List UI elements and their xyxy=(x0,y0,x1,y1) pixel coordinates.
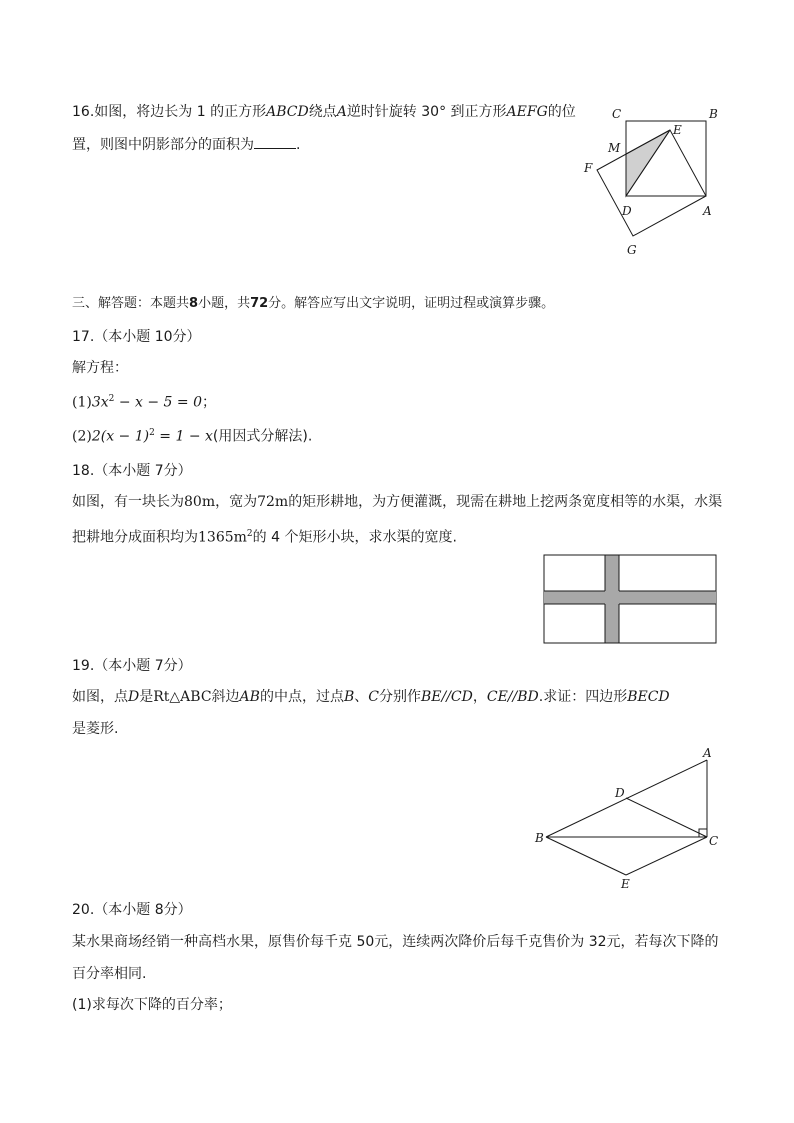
section-points: 72 xyxy=(250,296,269,311)
q17-intro: 解方程： xyxy=(72,360,128,376)
q20-line1: 某水果商场经销一种高档水果，原售价每千克 50元，连续两次降价后每千克售价为 32元，若每次下降的 xyxy=(72,934,719,950)
label-g: G xyxy=(627,243,637,257)
q19-line2: 是菱形. xyxy=(72,721,119,737)
label-f: F xyxy=(584,161,593,175)
right-angle-mark xyxy=(699,829,707,837)
segment-ce xyxy=(626,837,707,875)
q19-point-d: D xyxy=(128,689,140,705)
q16-text: 的位 xyxy=(547,104,576,120)
q18-area-exponent: 2 xyxy=(246,529,253,539)
q19-point-b: B xyxy=(343,689,355,705)
q19-text: 是 xyxy=(139,689,154,705)
q19-segment-ab: AB xyxy=(239,689,260,705)
q16-square-aefg: AEFG xyxy=(506,104,548,120)
q19-text: .求证：四边形 xyxy=(538,689,628,705)
label-b: B xyxy=(535,831,544,845)
q19-point-c: C xyxy=(368,689,379,705)
section-count: 8 xyxy=(189,296,199,311)
label-b: B xyxy=(709,107,718,121)
q18-text: ，宽为 xyxy=(215,494,258,510)
q16-point-a: A xyxy=(336,104,347,120)
q19-parallel-1: BE//CD xyxy=(420,689,473,705)
q18-text: 如图，有一块长为 xyxy=(72,494,184,510)
eq2-rest: = 1 − x xyxy=(154,428,213,445)
q20-sub1: (1)求每次下降的百分率； xyxy=(72,997,232,1013)
q16-text: 置，则图中阴影部分的面积为 xyxy=(72,137,254,153)
q19-text: 如图，点 xyxy=(72,689,128,705)
q19-text: 分别作 xyxy=(378,689,421,705)
eq1-rest: − x − 5 = 0 xyxy=(114,394,202,411)
q16-text: 绕点 xyxy=(308,104,337,120)
q16-text: 逆时针旋转 30° 到正方形 xyxy=(346,104,507,120)
q16-period: . xyxy=(296,137,301,153)
q18-header: 18.（本小题 7分） xyxy=(72,463,192,479)
q19-text: 的中点，过点 xyxy=(259,689,344,705)
q18-width: 72m xyxy=(257,494,289,510)
eq1-exponent: 2 xyxy=(108,394,115,404)
eq2-suffix: (用因式分解法). xyxy=(212,428,313,445)
q19-text: ， xyxy=(472,689,487,705)
q19-parallel-2: CE//BD xyxy=(486,689,539,705)
q19-header: 19.（本小题 7分） xyxy=(72,658,192,674)
q16-text: 16.如图，将边长为 1 的正方形 xyxy=(72,104,267,120)
label-c: C xyxy=(709,834,719,848)
label-c: C xyxy=(612,107,622,121)
q18-text: 把耕地分成面积均为 xyxy=(72,529,198,546)
label-d: D xyxy=(615,786,625,800)
q19-text: 、 xyxy=(354,689,369,705)
label-e: E xyxy=(673,123,682,137)
q18-text: 的 4 个矩形小块，求水渠的宽度. xyxy=(252,529,457,546)
label-a: A xyxy=(703,204,712,218)
q20-header: 20.（本小题 8分） xyxy=(72,902,192,918)
q19-triangle: Rt△ABC xyxy=(153,689,212,705)
q19-quad: BECD xyxy=(627,689,670,705)
segment-dc xyxy=(626,798,707,837)
label-e: E xyxy=(621,877,630,891)
section-text: 三、解答题：本题共 xyxy=(72,296,190,311)
eq-number: (1) xyxy=(72,394,92,411)
label-d: D xyxy=(622,204,632,218)
q18-area: 1365m xyxy=(198,529,247,546)
eq2-exponent: 2 xyxy=(149,428,155,438)
eq2-lhs: 2(x − 1) xyxy=(91,428,150,445)
q18-length: 80m xyxy=(184,494,216,510)
q17-header: 17.（本小题 10分） xyxy=(72,329,201,345)
eq-number: (2) xyxy=(72,428,92,445)
eq1-suffix: ； xyxy=(202,394,216,411)
q19-text: 斜边 xyxy=(211,689,240,705)
section-text: 小题，共 xyxy=(198,296,251,311)
q18-text: 的矩形耕地，为方便灌溉，现需在耕地上挖两条宽度相等的水渠，水渠 xyxy=(288,494,723,510)
section-text: 分。解答应写出文字说明，证明过程或演算步骤。 xyxy=(268,296,555,311)
q16-square-abcd: ABCD xyxy=(266,104,309,120)
eq1-lhs: 3x xyxy=(91,394,109,411)
segment-be xyxy=(546,837,626,875)
q20-line2: 百分率相同. xyxy=(72,966,147,982)
label-a: A xyxy=(703,746,712,760)
label-m: M xyxy=(608,141,621,155)
